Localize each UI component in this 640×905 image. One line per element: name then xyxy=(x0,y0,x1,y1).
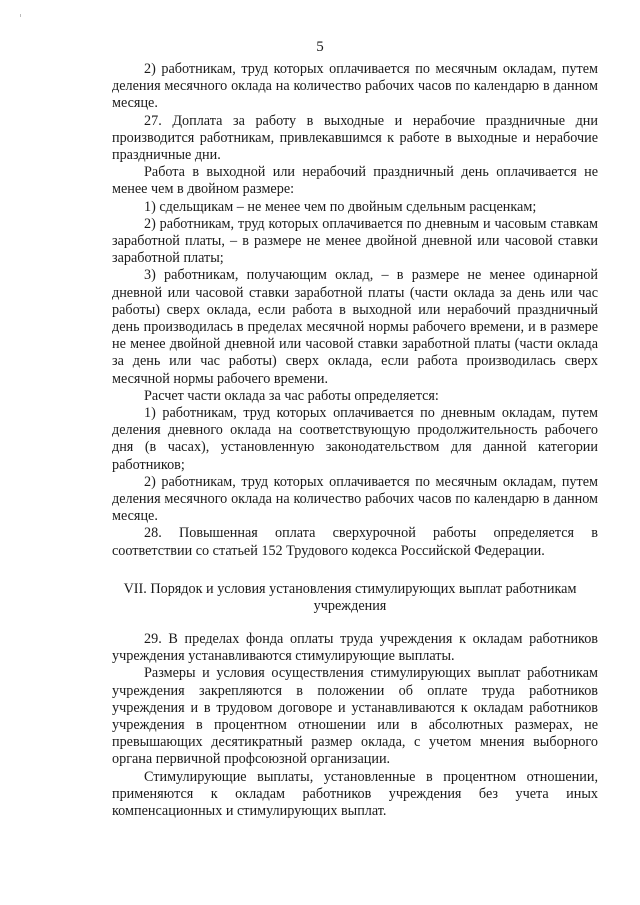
paragraph-2: 27. Доплата за работу в выходные и нерабочие праздничные дни производится работникам, привлекавшимся к работе в выходные и нерабочие праздничные дни. xyxy=(112,112,598,164)
paragraph-6: 3) работникам, получающим оклад, – в размере не менее одинарной дневной или часовой ставки заработной платы (части оклада за день или час работы) сверх оклада, если работа в выходной или нерабочий праздничный день производилась в пределах месячной нормы рабочего времени, и в размере не менее двойной дневной или часовой ставки заработной платы (части оклада за день или час работы) сверх оклада, если работа производилась сверх месячной нормы рабочего времени. xyxy=(112,267,598,387)
scan-artifact xyxy=(20,14,21,17)
paragraph-10: 28. Повышенная оплата сверхурочной работы определяется в соответствии со статьей 152 Трудового кодекса Российской Федерации. xyxy=(112,525,598,559)
paragraph-4: 1) сдельщикам – не менее чем по двойным сдельным расценкам; xyxy=(144,198,537,215)
paragraph-12: Размеры и условия осуществления стимулирующих выплат работникам учреждения закрепляются в положении об оплате труда работников учреждения и в трудовом договоре и устанавливаются к окладам работников учреждения в процентном отношении или в абсолютных размерах, не превышающих десятикратный размер оклада, с учетом мнения выборного органа первичной профсоюзной организации. xyxy=(112,665,598,768)
main-text-top xyxy=(112,61,598,560)
section-heading-line-2: учреждения xyxy=(313,598,387,615)
page-number: 5 xyxy=(316,39,324,55)
paragraph-13: Стимулирующие выплаты, установленные в процентном отношении, применяются к окладам работников учреждения без учета иных компенсационных и стимулирующих выплат. xyxy=(112,768,598,820)
paragraph-8: 1) работникам, труд которых оплачивается по дневным окладам, путем деления дневного оклада на соответствующую продолжительность рабочего дня (в часах), установленную законодательством для данной категории работников; xyxy=(112,405,598,473)
paragraph-9: 2) работникам, труд которых оплачивается по месячным окладам, путем деления месячного оклада на количество рабочих часов по календарю в данном месяце. xyxy=(112,473,598,525)
paragraph-3: Работа в выходной или нерабочий праздничный день оплачивается не менее чем в двойном размере: xyxy=(112,164,598,198)
section-heading xyxy=(100,581,600,615)
paragraph-5: 2) работникам, труд которых оплачивается по дневным и часовым ставкам заработной платы, – в размере не менее двойной дневной или часовой ставки заработной платы; xyxy=(112,215,598,267)
paragraph-1: 2) работникам, труд которых оплачивается по месячным окладам, путем деления месячного оклада на количество рабочих часов по календарю в данном месяце. xyxy=(112,61,598,112)
paragraph-11: 29. В пределах фонда оплаты труда учреждения к окладам работников учреждения устанавливаются стимулирующие выплаты. xyxy=(112,631,598,665)
section-heading-line-1: VII. Порядок и условия установления стимулирующих выплат работникам xyxy=(123,581,577,597)
paragraph-7: Расчет части оклада за час работы определяется: xyxy=(144,387,439,404)
main-text-bottom xyxy=(112,631,598,820)
